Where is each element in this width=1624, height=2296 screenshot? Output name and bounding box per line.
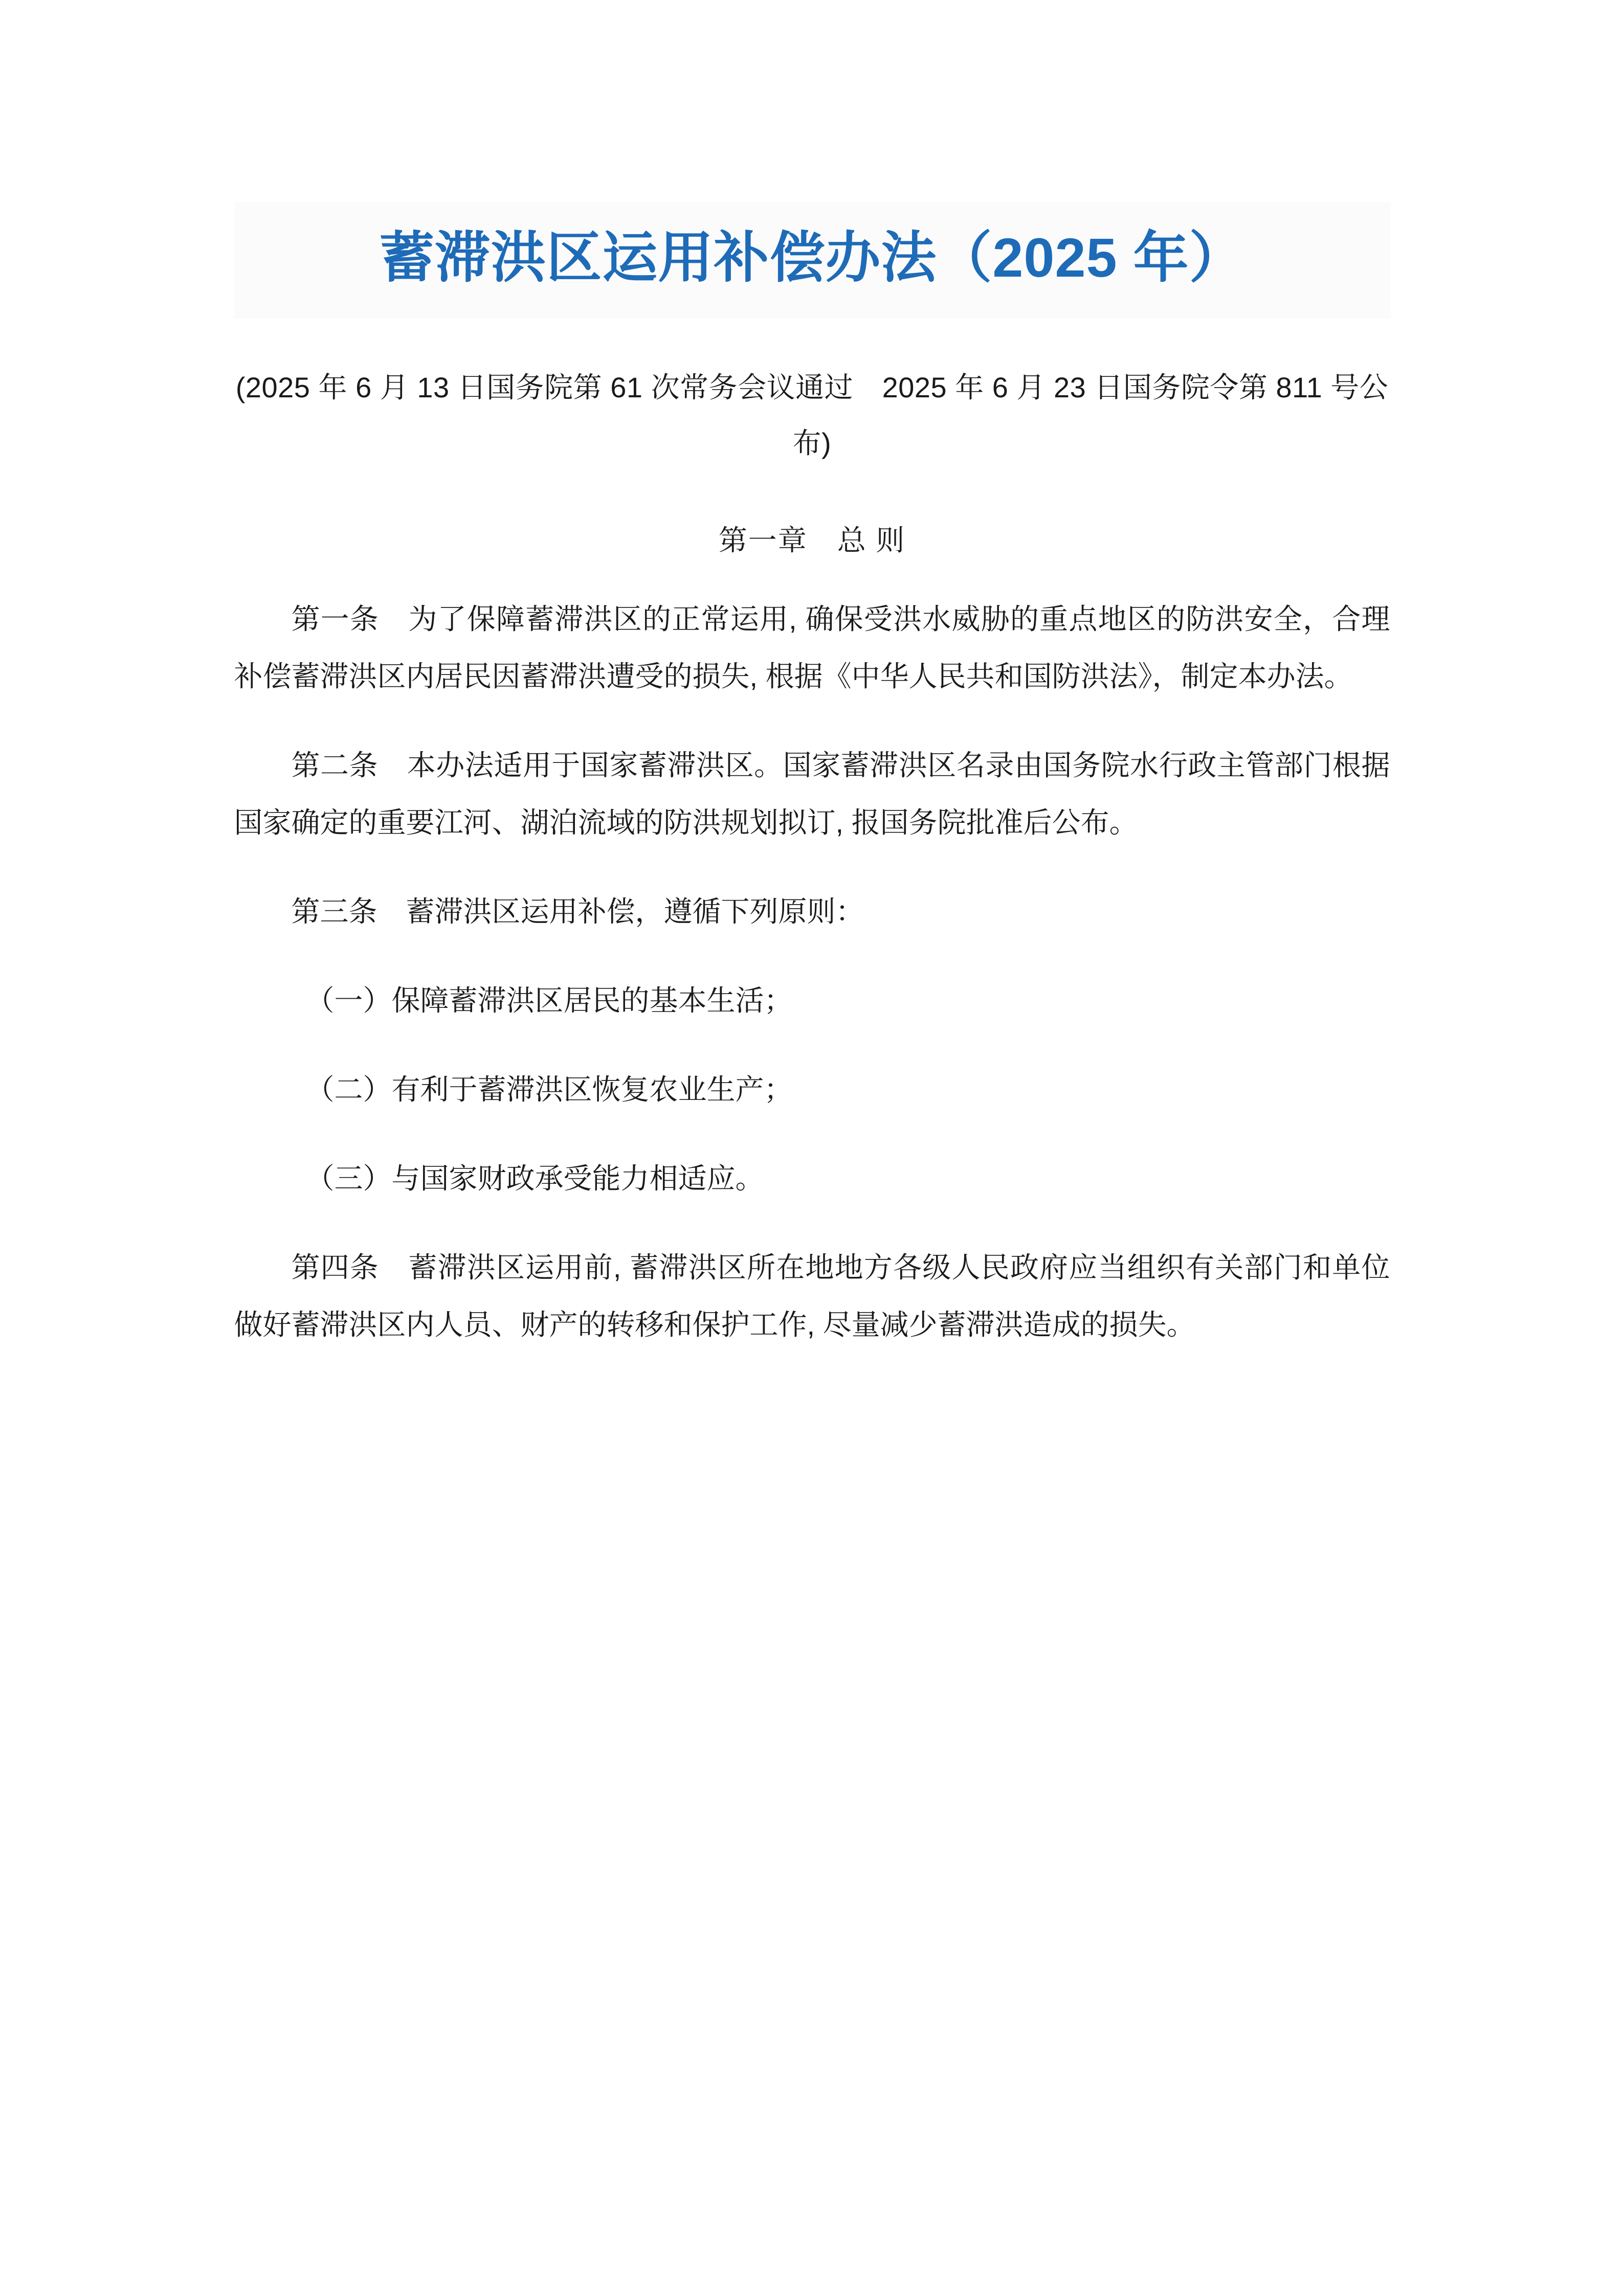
list-item: （二）有利于蓄滞洪区恢复农业生产； — [305, 1073, 793, 1106]
list-item: （三）与国家财政承受能力相适应。 — [305, 1162, 764, 1195]
page-title: 蓄滞洪区运用补偿办法（2025 年） — [234, 202, 1390, 319]
document-body — [234, 0, 1390, 1354]
article-paragraph: 第三条 蓄滞洪区运用补偿，遵循下列原则： — [291, 895, 864, 928]
chapter-heading: 第一章 总 则 — [718, 524, 906, 557]
article-paragraph: 第一条 为了保障蓄滞洪区的正常运用, 确保受洪水威胁的重点地区的防洪安全，合理补偿蓄滞洪区内居民因蓄滞洪遭受的损失, 根据《中华人民共和国防洪法》，制定本办法。 — [234, 603, 1390, 693]
article-paragraph: 第二条 本办法适用于国家蓄滞洪区。国家蓄滞洪区名录由国务院水行政主管部门根据国家确定的重要江河、湖泊流域的防洪规划拟订, 报国务院批准后公布。 — [234, 749, 1390, 839]
article-paragraph: 第四条 蓄滞洪区运用前, 蓄滞洪区所在地地方各级人民政府应当组织有关部门和单位做好蓄滞洪区内人员、财产的转移和保护工作, 尽量减少蓄滞洪造成的损失。 — [234, 1251, 1390, 1341]
list-item: （一）保障蓄滞洪区居民的基本生活； — [305, 984, 793, 1017]
promulgation-note: (2025 年 6 月 13 日国务院第 61 次常务会议通过 2025 年 6 月 23 日国务院令第 811 号公布) — [235, 371, 1389, 459]
